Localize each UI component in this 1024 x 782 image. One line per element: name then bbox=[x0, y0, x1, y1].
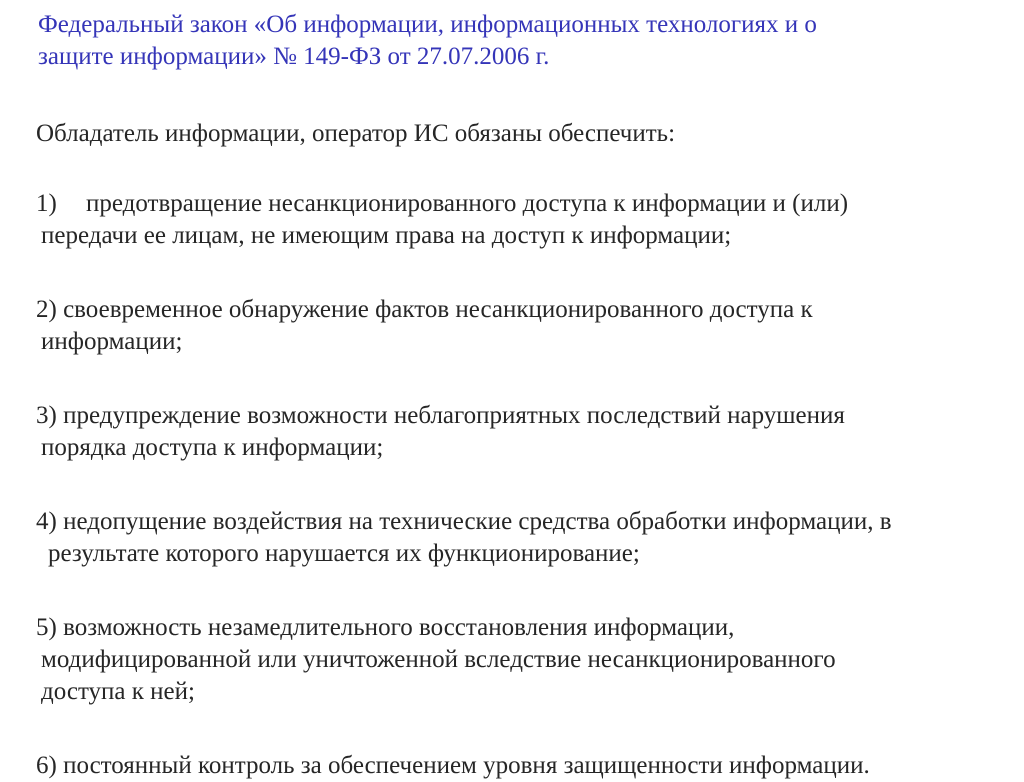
document-body bbox=[36, 118, 1021, 782]
list-item-text: 2) своевременное обнаружение фактов несанкционированного доступа к bbox=[36, 296, 813, 323]
list-item-6 bbox=[36, 750, 1021, 782]
title-line-2: защите информации» № 149-ФЗ от 27.07.2006 г. bbox=[38, 43, 550, 70]
list-item-5 bbox=[36, 612, 1021, 708]
document-title bbox=[38, 9, 998, 73]
list-item-number: 1) bbox=[36, 190, 57, 217]
list-item-text: 5) возможность незамедлительного восстановления информации, bbox=[36, 614, 735, 641]
list-item-text: 6) постоянный контроль за обеспечением уровня защищенности информации. bbox=[36, 752, 870, 779]
list-item-4 bbox=[36, 506, 1021, 570]
list-item-3 bbox=[36, 400, 1021, 464]
list-item-text: информации; bbox=[41, 328, 183, 355]
list-item-1 bbox=[36, 188, 1021, 252]
list-item-text: результате которого нарушается их функционирование; bbox=[48, 540, 640, 567]
list-item-text: предотвращение несанкционированного доступа к информации и (или) bbox=[86, 190, 849, 217]
list-item-text: модифицированной или уничтоженной вследствие несанкционированного bbox=[41, 646, 836, 673]
list-item-text: доступа к ней; bbox=[41, 678, 195, 705]
list-item-text: 4) недопущение воздействия на технические средства обработки информации, в bbox=[36, 508, 892, 535]
list-item-2 bbox=[36, 294, 1021, 358]
list-item-text: передачи ее лицам, не имеющим права на доступ к информации; bbox=[41, 222, 732, 249]
list-item-text: 3) предупреждение возможности неблагоприятных последствий нарушения bbox=[36, 402, 845, 429]
title-line-1: Федеральный закон «Об информации, информационных технологиях и о bbox=[38, 11, 817, 38]
list-item-text: порядка доступа к информации; bbox=[41, 434, 384, 461]
intro-text: Обладатель информации, оператор ИС обязаны обеспечить: bbox=[36, 120, 676, 147]
